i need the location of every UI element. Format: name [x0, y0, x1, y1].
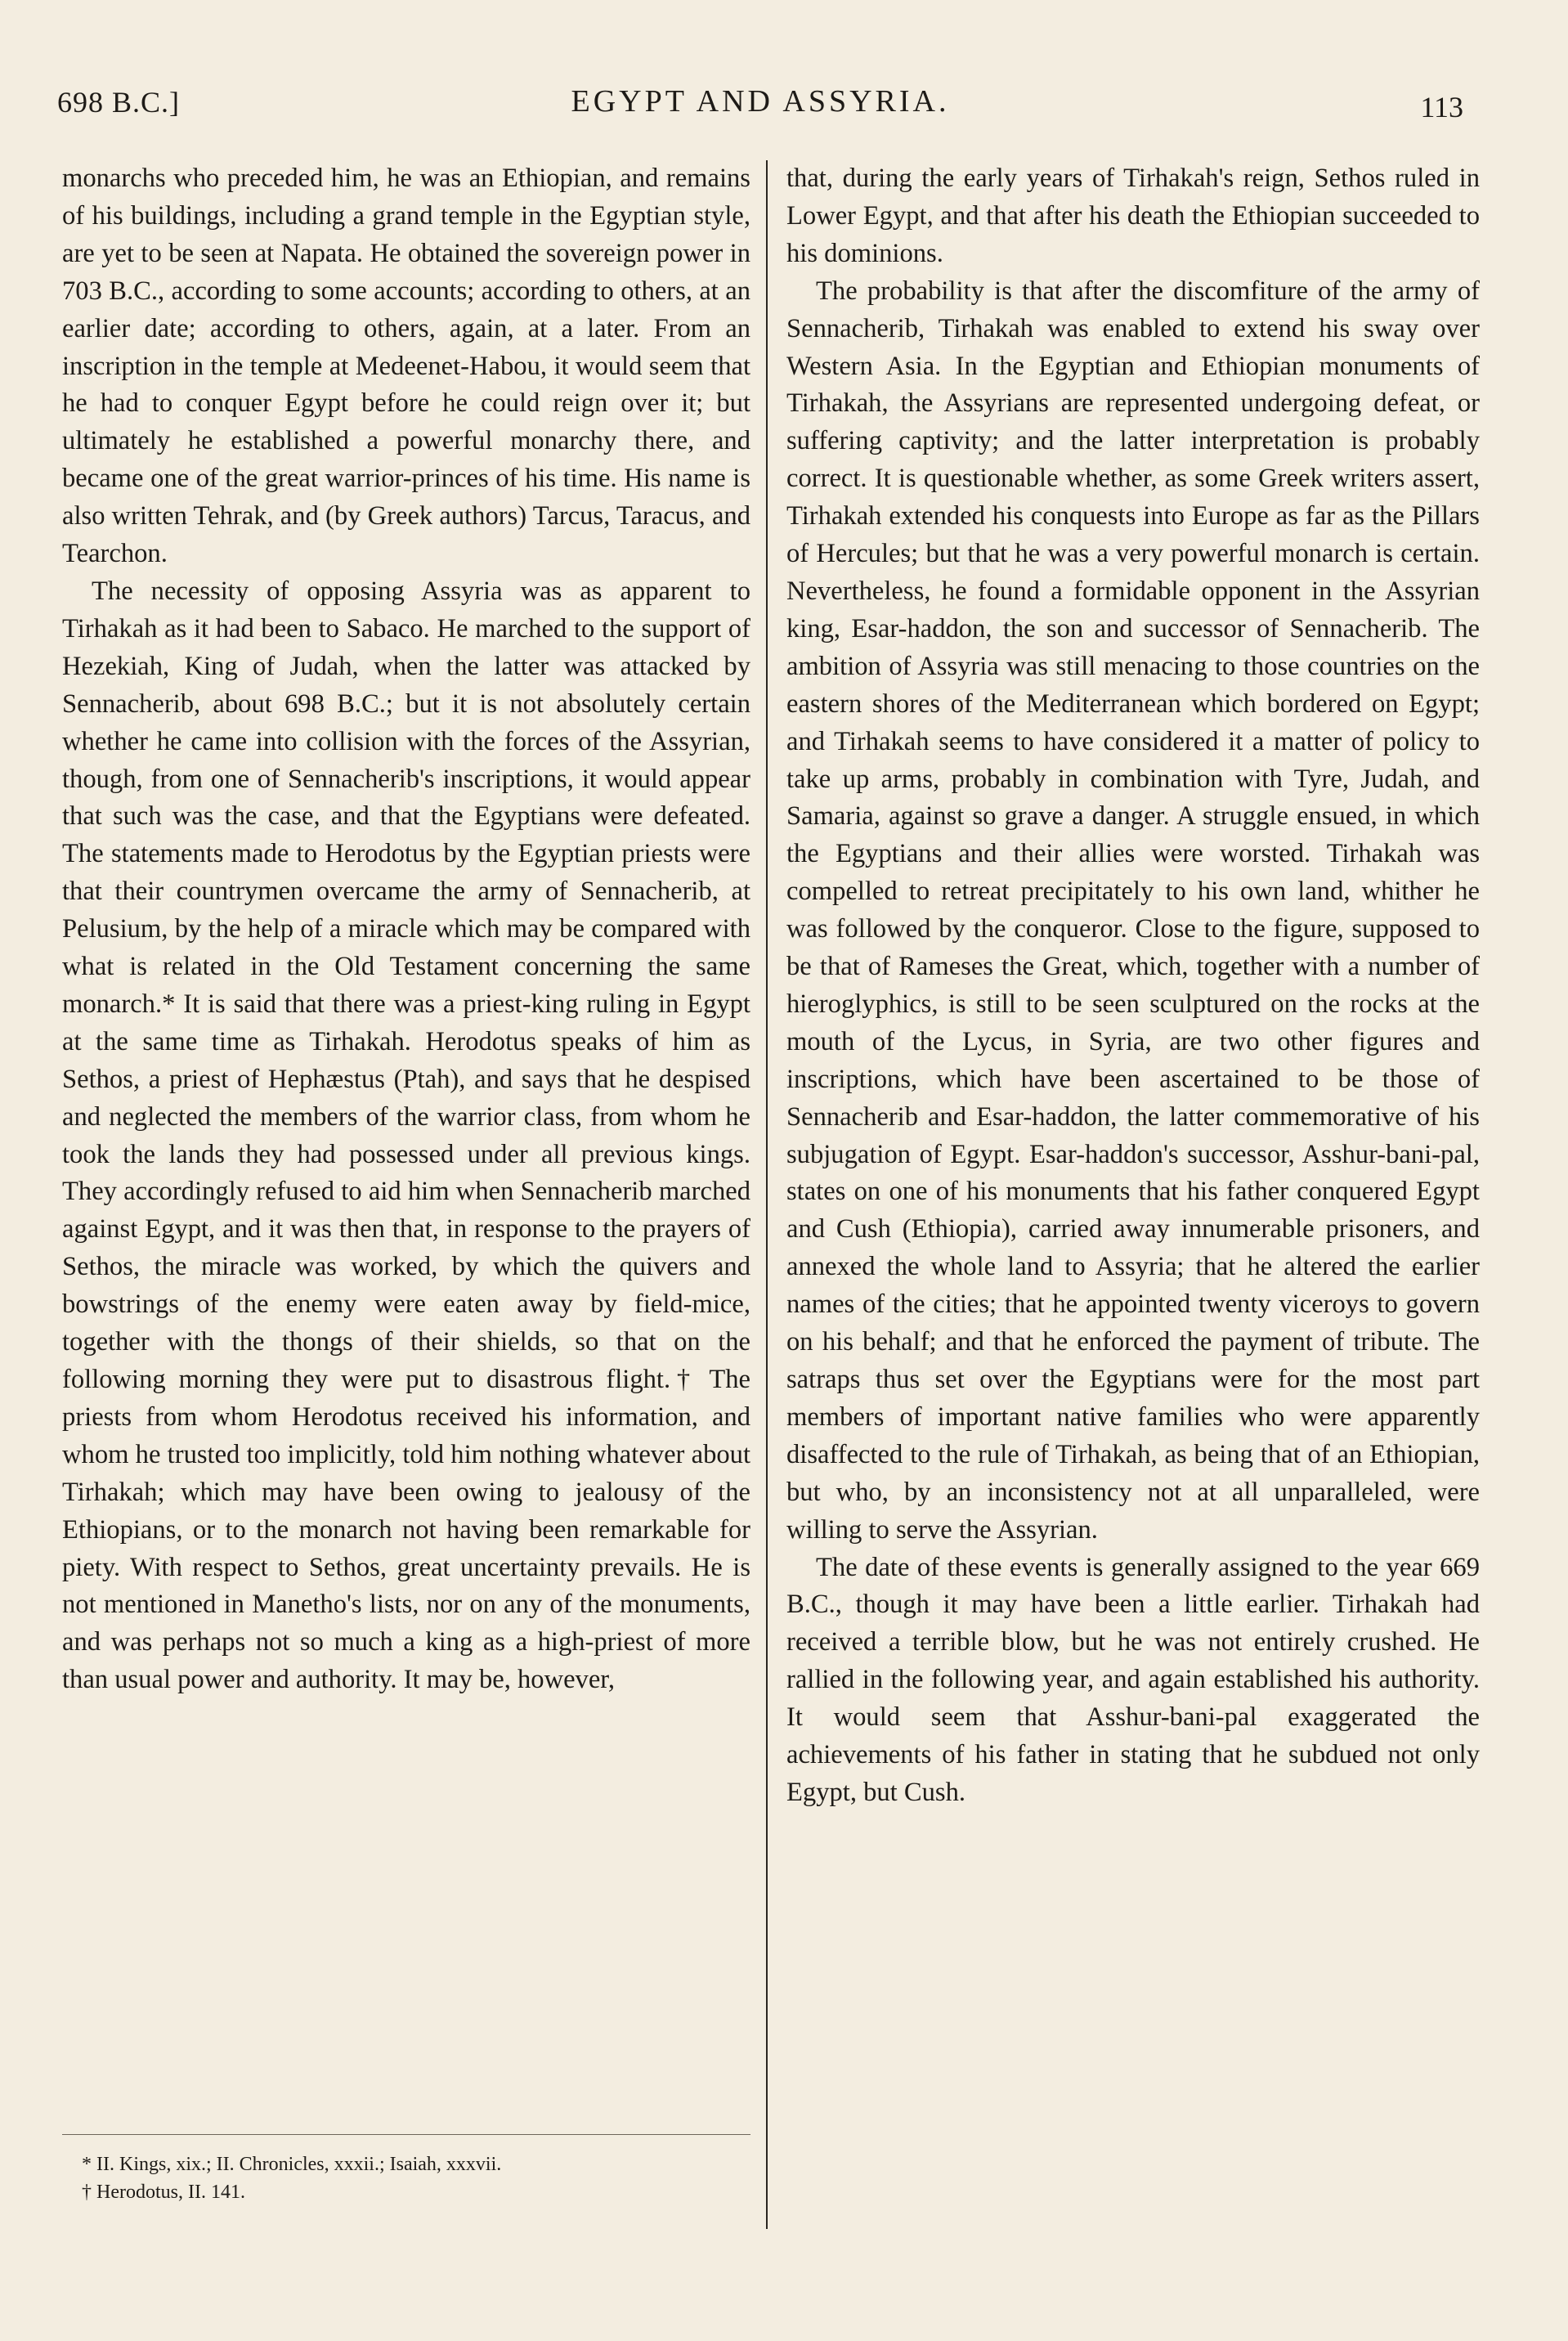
footnote-2: † Herodotus, II. 141. [82, 2182, 245, 2203]
right-paragraph-1: that, during the early years of Tirhakah's reign, Sethos ruled in Lower Egypt, and that after his death the Ethiopian succeeded to his dominions. [786, 164, 1480, 268]
running-header [57, 78, 1463, 128]
right-column [786, 160, 1480, 2221]
footnotes [82, 2150, 750, 2206]
column-divider [766, 160, 768, 2229]
right-paragraph-3: The date of these events is generally assigned to the year 669 B.C., though it may have been a little earlier. Tirhakah had received a terrible blow, but he was not entirely crushed. He rallied in the following year, and again established his authority. It would seem that Asshur-bani-pal exaggerated the achievements of his father in stating that he subdued not only Egypt, but Cush. [786, 1552, 1480, 1807]
header-date-range: 698 B.C.] [57, 86, 181, 119]
right-paragraph-2: The probability is that after the discomfiture of the army of Sennacherib, Tirhakah was enabled to extend his sway over Western Asia. In the Egyptian and Ethiopian monuments of Tirhakah, the Assyrians are represented undergoing defeat, or suffering captivity; and the latter interpretation is probably correct. It is questionable whether, as some Greek writers assert, Tirhakah extended his conquests into Europe as far as the Pillars of Hercules; but that he was a very powerful monarch is certain. Nevertheless, he found a formidable opponent in the Assyrian king, Esar-haddon, the son and successor of Sennacherib. The ambition of Assyria was still menacing to those countries on the eastern shores of the Mediterranean which bordered on Egypt; and Tirhakah seems to have considered it a matter of policy to take up arms, probably in combination with Tyre, Judah, and Samaria, against so grave a danger. A struggle ensued, in which the Egyptians and their allies were worsted. Tirhakah was compelled to retreat precipitately to his own land, whither he was followed by the conqueror. Close to the figure, supposed to be that of Rameses the Great, which, together with a number of hieroglyphics, is still to be seen sculptured on the rocks at the mouth of the Lycus, in Syria, are two other figures and inscriptions, which have been ascertained to be those of Sennacherib and Esar-haddon, the latter commemorative of his subjugation of Egypt. Esar-haddon's successor, Asshur-bani-pal, states on one of his monuments that his father conquered Egypt and Cush (Ethiopia), carried away innumerable prisoners, and annexed the whole land to Assyria; that he altered the earlier names of the cities; that he appointed twenty viceroys to govern on his behalf; and that he enforced the payment of tribute. The satraps thus set over the Egyptians were for the most part members of important native families who were apparently disaffected to the rule of Tirhakah, as being that of an Ethiopian, but who, by an inconsistency not at all unparalleled, were willing to serve the Assyrian. [786, 276, 1480, 1545]
left-column [62, 160, 750, 2139]
footnote-1: * II. Kings, xix.; II. Chronicles, xxxii.; Isaiah, xxxvii. [82, 2154, 502, 2175]
header-title: EGYPT AND ASSYRIA. [571, 84, 950, 119]
page-number: 113 [1420, 91, 1463, 123]
footnote-rule [62, 2134, 750, 2135]
left-paragraph-2: The necessity of opposing Assyria was as apparent to Tirhakah as it had been to Sabaco. He marched to the support of Hezekiah, King of Judah, when the latter was attacked by Sennacherib, about 698 B.C.; but it is not absolutely certain whether he came into collision with the forces of the Assyrian, though, from one of Sennacherib's inscriptions, it would appear that such was the case, and that the Egyptians were defeated. The statements made to Herodotus by the Egyptian priests were that their countrymen overcame the army of Sennacherib, at Pelusium, by the help of a miracle which may be compared with what is related in the Old Testament concerning the same monarch.* It is said that there was a priest-king ruling in Egypt at the same time as Tirhakah. Herodotus speaks of him as Sethos, a priest of Hephæstus (Ptah), and says that he despised and neglected the members of the warrior class, from whom he took the lands they had possessed under all previous kings. They accordingly refused to aid him when Sennacherib marched against Egypt, and it was then that, in response to the prayers of Sethos, the miracle was worked, by which the quivers and bowstrings of the enemy were eaten away by field-mice, together with the thongs of their shields, so that on the following morning they were put to disastrous flight.† The priests from whom Herodotus received his information, and whom he trusted too implicitly, told him nothing whatever about Tirhakah; which may have been owing to jealousy of the Ethiopians, or to the monarch not having been remarkable for piety. With respect to Sethos, great uncertainty prevails. He is not mentioned in Manetho's lists, nor on any of the monuments, and was perhaps not so much a king as a high-priest of more than usual power and authority. It may be, however, [62, 576, 750, 1695]
left-paragraph-1: monarchs who preceded him, he was an Ethiopian, and remains of his buildings, including a grand temple in the Egyptian style, are yet to be seen at Napata. He obtained the sovereign power in 703 B.C., according to some accounts; according to others, at an earlier date; according to others, again, at a later. From an inscription in the temple at Medeenet-Habou, it would seem that he had to conquer Egypt before he could reign over it; but ultimately he established a powerful monarchy there, and became one of the great warrior-princes of his time. His name is also written Tehrak, and (by Greek authors) Tarcus, Taracus, and Tearchon. [62, 164, 750, 569]
